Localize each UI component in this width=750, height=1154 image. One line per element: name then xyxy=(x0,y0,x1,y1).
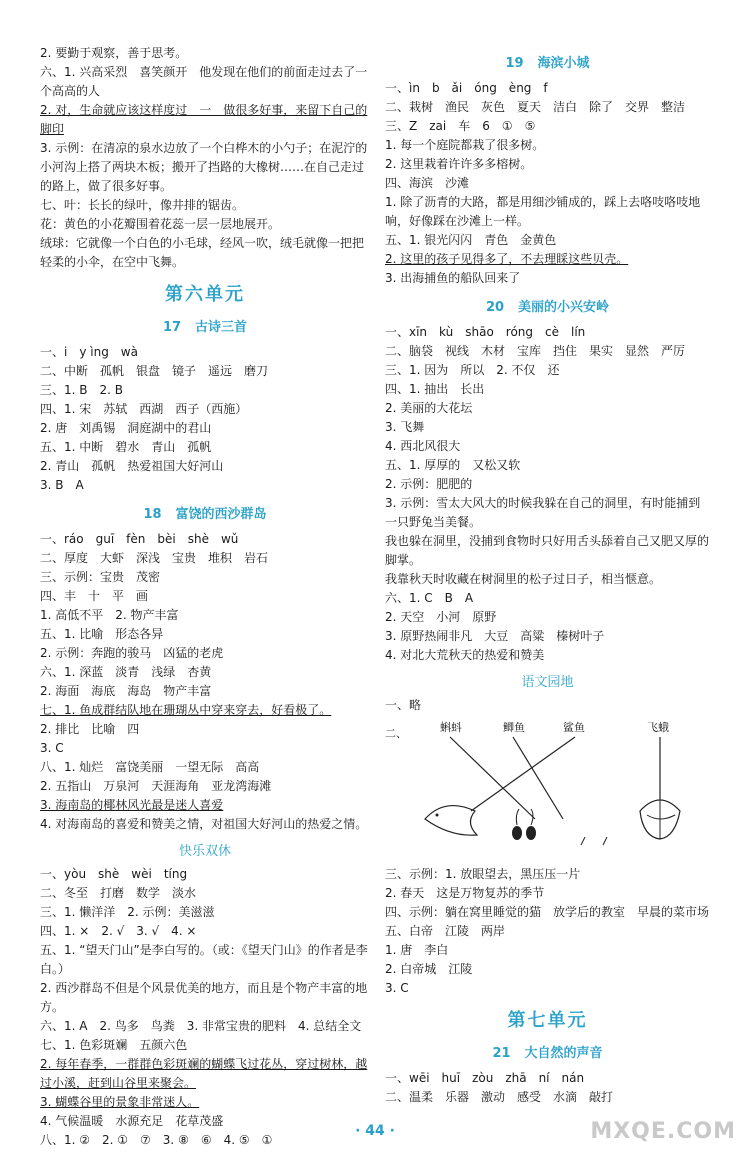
lesson-title: 古诗三首 xyxy=(195,320,248,335)
answer-line: 二、冬至 打磨 数学 淡水 xyxy=(40,886,197,900)
answer-line: 一、xīn kù shāo róng cè lín xyxy=(385,325,586,339)
answer-line: 五、1. 银光闪闪 青色 金黄色 xyxy=(385,233,557,247)
shark-drawing xyxy=(425,806,477,836)
answer-line: 一、i y ìng wà xyxy=(40,345,138,359)
answer-line: 2. 春天 这是万物复苏的季节 xyxy=(385,886,545,900)
diagram-label: 鲫鱼 xyxy=(503,721,525,734)
tadpole-drawing xyxy=(512,826,522,840)
answer-line: 2. 五指山 万泉河 天涯海角 亚龙湾海滩 xyxy=(40,779,272,793)
answer-line: 一、ráo guī fèn bèi shè wǔ xyxy=(40,532,239,546)
answer-line: 四、示例：躺在窝里睡觉的猫 放学后的教室 早晨的菜市场 xyxy=(385,905,710,919)
answer-line: 我靠秋天时收藏在树洞里的松子过日子，相当惬意。 xyxy=(385,572,662,586)
diagram-label: 飞蛾 xyxy=(647,721,669,734)
answer-line: 绒球：它就像一个白色的小毛球，经风一吹，绒毛就像一把把轻柔的小伞，在空中飞舞。 xyxy=(40,236,365,269)
answer-line: 五、1. 中断 碧水 青山 孤帆 xyxy=(40,440,212,454)
answer-line: 四、海滨 沙滩 xyxy=(385,176,470,190)
answer-line: 3. 海南岛的椰林风光最是迷人喜爱 xyxy=(40,798,224,812)
answer-line: 三、示例：1. 放眼望去，黑压压一片 xyxy=(385,867,581,881)
answer-line: 四、丰 十 平 画 xyxy=(40,589,149,603)
answer-line: 五、1. 厚厚的 又松又软 xyxy=(385,458,521,472)
section-heading: 语文园地 xyxy=(521,675,574,690)
answer-line: 我也躲在洞里，没捕到食物时只好用舌头舔着自己又肥又厚的脚掌。 xyxy=(385,534,710,567)
answer-line: 2. 天空 小河 原野 xyxy=(385,610,497,624)
answer-line: 三、1. 懒洋洋 2. 示例：美滋滋 xyxy=(40,905,215,919)
answer-line: 1. 除了沥青的大路，都是用细沙铺成的，踩上去咯吱咯吱地响，好像踩在沙滩上一样。 xyxy=(385,195,701,228)
answer-line: 2. 每年春季，一群群色彩斑斓的蝴蝶飞过花丛，穿过树林，越过小溪，赶到山谷里来聚会。 xyxy=(40,1057,368,1090)
small-marks xyxy=(581,837,607,845)
answer-line: 五、1. “望天门山”是李白写的。（或：《望天门山》的作者是李白。） xyxy=(40,943,368,976)
lesson-title: 美丽的小兴安岭 xyxy=(518,300,610,315)
lesson-title: 大自然的声音 xyxy=(524,1046,603,1061)
answer-line: 五、白帝 江陵 两岸 xyxy=(385,924,506,938)
answer-line: 二、脑袋 视线 木材 宝库 挡住 果实 显然 严厉 xyxy=(385,344,686,358)
answer-line: 4. 气候温暖 水源充足 花草茂盛 xyxy=(40,1114,224,1128)
answer-line: 2. 西沙群岛不但是个风景优美的地方，而且是个物产丰富的地方。 xyxy=(40,981,368,1014)
answer-line: 2. 排比 比喻 四 xyxy=(40,722,140,736)
lesson-number: 21 xyxy=(492,1046,511,1061)
answer-line: 七、1. 鱼成群结队地在珊瑚丛中穿来穿去，好看极了。 xyxy=(40,703,332,717)
answer-line: 4. 对海南岛的喜爱和赞美之情，对祖国大好河山的热爱之情。 xyxy=(40,817,368,831)
answer-line: 一、yòu shè wèi tíng xyxy=(40,867,188,881)
answer-line: 3. 出海捕鱼的船队回来了 xyxy=(385,271,521,285)
answer-line: 1. 高低不平 2. 物产丰富 xyxy=(40,608,179,622)
answer-line: 3. C xyxy=(385,981,409,995)
answer-line: 三、1. B 2. B xyxy=(40,383,123,397)
lesson-heading xyxy=(385,296,710,315)
answer-line: 2. 示例：奔跑的骏马 凶猛的老虎 xyxy=(40,646,224,660)
answer-line: 八、1. 灿烂 富饶美丽 一望无际 高高 xyxy=(40,760,260,774)
section-heading: 快乐双休 xyxy=(178,844,231,859)
answer-line: 三、Z zai 车 6 ① ⑤ xyxy=(385,119,536,133)
lesson-number: 17 xyxy=(162,320,182,335)
answer-line: 七、1. 色彩斑斓 五颜六色 xyxy=(40,1038,188,1052)
diagram-drawing xyxy=(385,719,710,859)
answer-line: 二、温柔 乐器 激动 感受 水滴 敲打 xyxy=(385,1090,614,1104)
answer-line: 3. 示例：雪太大风大的时候我躲在自己的洞里，有时能捕到一只野兔当美餐。 xyxy=(385,496,701,529)
answer-line: 一、ìn b ǎi óng èng f xyxy=(385,81,548,95)
answer-line: 2. 唐 刘禹锡 洞庭湖中的君山 xyxy=(40,421,212,435)
answer-line: 3. C xyxy=(40,741,64,755)
answer-line: 四、1. 宋 苏轼 西湖 西子（西施） xyxy=(40,402,248,416)
answer-line: 三、1. 因为 所以 2. 不仅 还 xyxy=(385,363,560,377)
answer-line: 1. 唐 李白 xyxy=(385,943,449,957)
answer-line: 3. 蝴蝶谷里的景象非常迷人。 xyxy=(40,1095,200,1109)
lesson-number: 19 xyxy=(505,56,524,71)
lesson-title: 海滨小城 xyxy=(537,56,590,71)
diagram-label: 鲨鱼 xyxy=(563,721,585,734)
answer-line: 六、1. A 2. 鸟多 鸟粪 3. 非常宝贵的肥料 4. 总结全文 xyxy=(40,1019,362,1033)
answer-line: 3. 示例：在清凉的泉水边放了一个白桦木的小勺子；在泥泞的小河沟上搭了两块木板；搬开了挡路的大橡树……在自己走过的路上，做了很多好事。 xyxy=(40,141,368,193)
answer-line: 1. 每一个庭院都栽了很多树。 xyxy=(385,138,545,152)
unit-heading: 第七单元 xyxy=(507,1010,588,1031)
answer-line: 二、中断 孤帆 银盘 镜子 遥远 磨刀 xyxy=(40,364,269,378)
answer-line: 4. 对北大荒秋天的热爱和赞美 xyxy=(385,648,545,662)
unit-heading: 第六单元 xyxy=(165,284,245,305)
lesson-title: 富饶的西沙群岛 xyxy=(175,507,267,522)
tadpole-drawing xyxy=(526,826,536,840)
answer-line: 2. 这里栽着许许多多榕树。 xyxy=(385,157,533,171)
answer-line: 2. 要勤于观察，善于思考。 xyxy=(40,46,188,60)
diagram-label: 蝌蚪 xyxy=(440,721,462,734)
diagram-prefix: 二、 xyxy=(385,727,407,740)
answer-line: 4. 西北风很大 xyxy=(385,439,461,453)
match-line xyxy=(513,737,563,819)
answer-line: 一、略 xyxy=(385,698,422,712)
lesson-heading xyxy=(385,52,710,71)
lesson-heading xyxy=(385,1042,710,1061)
shark-eye xyxy=(436,814,439,817)
answer-line: 2. 青山 孤帆 热爱祖国大好河山 xyxy=(40,459,224,473)
answer-line: 2. 这里的孩子见得多了，不去理睬这些贝壳。 xyxy=(385,252,629,266)
answer-line: 六、1. 深蓝 淡青 浅绿 杏黄 xyxy=(40,665,212,679)
watermark: MXQE.COM xyxy=(590,1119,736,1144)
lesson-number: 18 xyxy=(143,507,162,522)
answer-line: 六、1. C B A xyxy=(385,591,474,605)
lesson-heading xyxy=(40,316,370,335)
answer-line: 八、1. ② 2. ① ⑦ 3. ⑧ ⑥ 4. ⑤ ① xyxy=(40,1133,273,1147)
answer-line: 二、栽树 渔民 灰色 夏天 洁白 除了 交界 整洁 xyxy=(385,100,686,114)
answer-line: 四、1. 抽出 长出 xyxy=(385,382,485,396)
answer-line: 2. 美丽的大花坛 xyxy=(385,401,473,415)
answer-line: 3. 飞舞 xyxy=(385,420,425,434)
answer-line: 2. 对，生命就应该这样度过 一 做很多好事，来留下自己的脚印 xyxy=(40,103,368,136)
answer-line: 2. 示例：肥肥的 xyxy=(385,477,473,491)
page-number: · 44 · xyxy=(355,1123,395,1139)
match-line xyxy=(471,737,575,811)
answer-line: 花：黄色的小花瓣围着花蕊一层一层地展开。 xyxy=(40,217,281,231)
tadpole-tails xyxy=(516,809,533,825)
answer-line: 2. 白帝城 江陵 xyxy=(385,962,473,976)
answer-line: 六、1. 兴高采烈 喜笑颜开 他发现在他们的前面走过去了一个高高的人 xyxy=(40,65,368,98)
answer-line: 3. 原野热闹非凡 大豆 高粱 榛树叶子 xyxy=(385,629,605,643)
answer-line: 三、示例：宝贵 茂密 xyxy=(40,570,161,584)
answer-line: 二、厚度 大虾 深浅 宝贵 堆积 岩石 xyxy=(40,551,269,565)
answer-line: 2. 海面 海底 海岛 物产丰富 xyxy=(40,684,212,698)
answer-line: 3. B A xyxy=(40,478,84,492)
answer-line: 七、叶：长长的绿叶，像井排的锯齿。 xyxy=(40,198,245,212)
lesson-number: 20 xyxy=(485,300,505,315)
left-column xyxy=(40,44,370,1150)
answer-line: 一、wēi huī zòu zhā ní nán xyxy=(385,1071,585,1085)
answer-line: 五、1. 比喻 形态各异 xyxy=(40,627,164,641)
lesson-heading xyxy=(40,503,370,522)
matching-diagram xyxy=(385,719,710,859)
right-column xyxy=(385,44,710,1107)
answer-line: 四、1. × 2. √ 3. √ 4. × xyxy=(40,924,197,938)
